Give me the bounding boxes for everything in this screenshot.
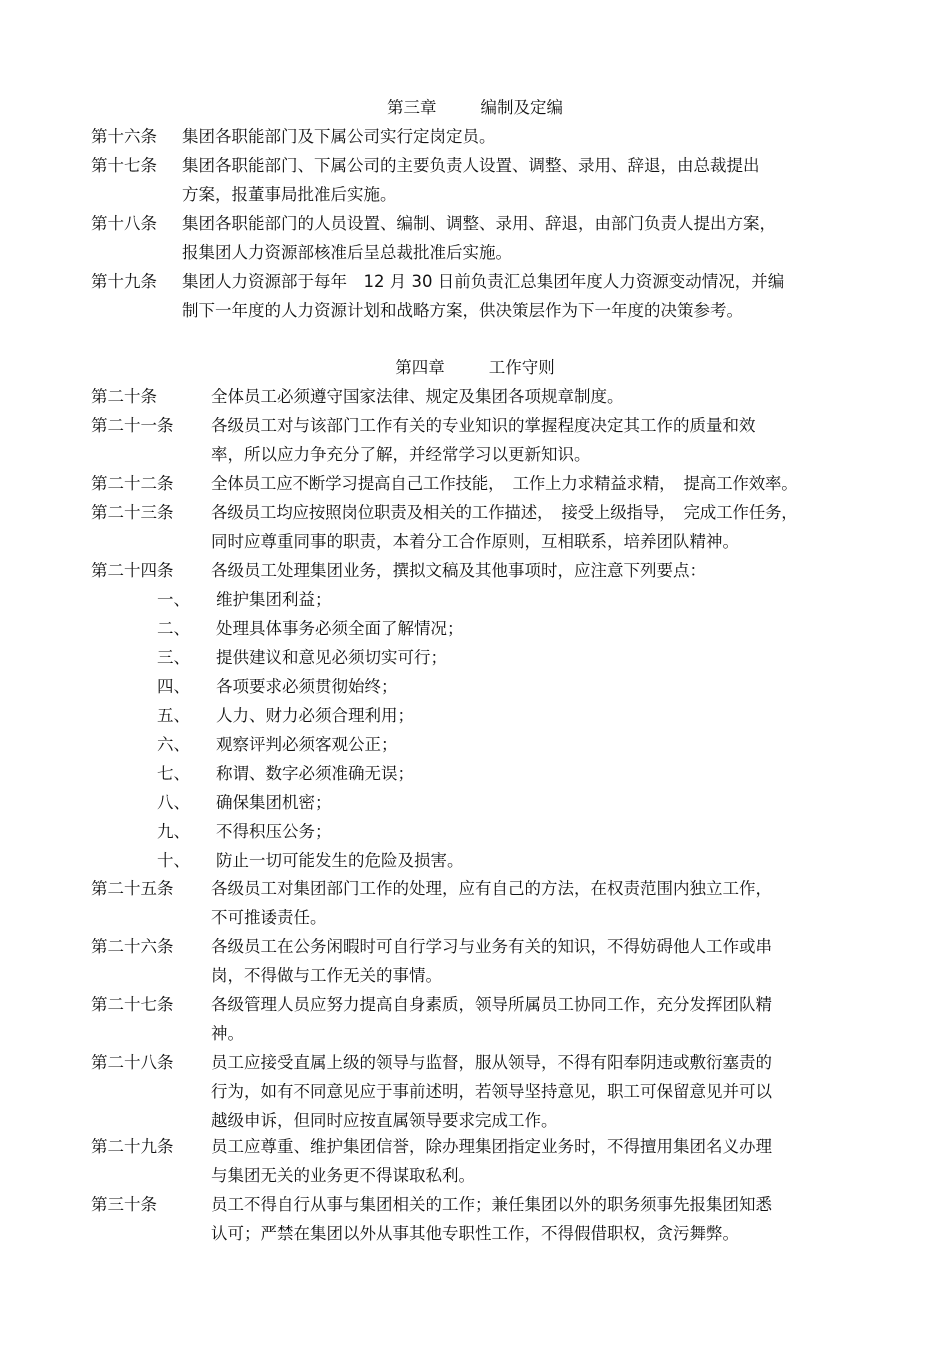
article-line: 各级员工对集团部门工作的处理，应有自己的方法，在权责范围内独立工作， [211,879,772,898]
list-item [0,820,950,844]
list-item [0,849,950,873]
list-item-number: 九、 [157,822,190,841]
article-line: 同时应尊重同事的职责，本着分工合作原则，互相联系，培养团队精神。 [211,532,739,551]
list-item-number: 五、 [157,706,190,725]
article-line: 集团各职能部门的人员设置、编制、调整、录用、辞退，由部门负责人提出方案， [182,214,776,233]
chapter-heading [0,356,950,380]
article-label: 第十八条 [91,214,157,233]
list-item-number: 一、 [157,590,190,609]
article-line: 制下一年度的人力资源计划和战略方案，供决策层作为下一年度的决策参考。 [182,301,743,320]
article-label: 第二十九条 [91,1137,174,1156]
article-line: 越级申诉，但同时应按直属领导要求完成工作。 [211,1111,558,1130]
article-line: 员工应尊重、维护集团信誉，除办理集团指定业务时，不得擅用集团名义办理 [211,1137,772,1156]
article-label: 第十九条 [91,272,157,291]
article-label: 第十六条 [91,127,157,146]
list-item-number: 六、 [157,735,190,754]
list-item [0,588,950,612]
article-line: 认可；严禁在集团以外从事其他专职性工作，不得假借职权，贪污舞弊。 [211,1224,739,1243]
list-item [0,646,950,670]
article-label: 第二十六条 [91,937,174,956]
article-line: 方案，报董事局批准后实施。 [182,185,397,204]
article-line: 不可推诿责任。 [211,908,327,927]
article-line: 集团各职能部门及下属公司实行定岗定员。 [182,127,496,146]
article-line: 员工应接受直属上级的领导与监督，服从领导，不得有阳奉阴违或敷衍塞责的 [211,1053,772,1072]
article-line: 岗，不得做与工作无关的事情。 [211,966,442,985]
article-line: 率，所以应力争充分了解，并经常学习以更新知识。 [211,445,591,464]
list-item-number: 四、 [157,677,190,696]
list-item [0,675,950,699]
article-line: 各级员工处理集团业务，撰拟文稿及其他事项时，应注意下列要点： [211,561,706,580]
list-item-text: 确保集团机密； [216,793,332,812]
list-item-text: 观察评判必须客观公正； [216,735,398,754]
list-item-text: 各项要求必须贯彻始终； [216,677,398,696]
article-line: 集团各职能部门、下属公司的主要负责人设置、调整、录用、辞退，由总裁提出 [182,156,760,175]
article-label: 第二十条 [91,387,157,406]
list-item-text: 提供建议和意见必须切实可行； [216,648,447,667]
article-label: 第二十四条 [91,561,174,580]
list-item-text: 称谓、数字必须准确无误； [216,764,414,783]
list-item-text: 处理具体事务必须全面了解情况； [216,619,464,638]
chapter-number: 第三章 [387,98,437,117]
list-item-number: 七、 [157,764,190,783]
list-item [0,762,950,786]
article-line: 员工不得自行从事与集团相关的工作；兼任集团以外的职务须事先报集团知悉 [211,1195,772,1214]
article-line: 神。 [211,1024,244,1043]
list-item-text: 人力、财力必须合理利用； [216,706,414,725]
article-label: 第二十二条 [91,474,174,493]
chapter-number: 第四章 [395,358,445,377]
article-label: 第三十条 [91,1195,157,1214]
article-label: 第十七条 [91,156,157,175]
article-label: 第二十五条 [91,879,174,898]
article-line: 全体员工必须遵守国家法律、规定及集团各项规章制度。 [211,387,624,406]
article-label: 第二十七条 [91,995,174,1014]
article-label: 第二十三条 [91,503,174,522]
article-line: 各级管理人员应努力提高自身素质，领导所属员工协同工作，充分发挥团队精 [211,995,772,1014]
article-line: 集团人力资源部于每年 12 月 30 日前负责汇总集团年度人力资源变动情况，并编 [182,272,785,291]
list-item-text: 不得积压公务； [216,822,332,841]
article-line: 报集团人力资源部核准后呈总裁批准后实施。 [182,243,512,262]
list-item-number: 三、 [157,648,190,667]
list-item-text: 防止一切可能发生的危险及损害。 [216,851,464,870]
article-line: 各级员工均应按照岗位职责及相关的工作描述， 接受上级指导， 完成工作任务， [211,503,798,522]
list-item [0,791,950,815]
list-item [0,617,950,641]
article-label: 第二十八条 [91,1053,174,1072]
article-line: 各级员工在公务闲暇时可自行学习与业务有关的知识，不得妨碍他人工作或串 [211,937,772,956]
list-item-number: 十、 [157,851,190,870]
article-line: 行为，如有不同意见应于事前述明，若领导坚持意见，职工可保留意见并可以 [211,1082,772,1101]
list-item [0,733,950,757]
article-line: 全体员工应不断学习提高自己工作技能， 工作上力求精益求精， 提高工作效率。 [211,474,798,493]
list-item [0,704,950,728]
article-line: 与集团无关的业务更不得谋取私利。 [211,1166,475,1185]
chapter-title: 工作守则 [488,358,555,377]
article-line: 各级员工对与该部门工作有关的专业知识的掌握程度决定其工作的质量和效 [211,416,756,435]
article-label: 第二十一条 [91,416,174,435]
list-item-text: 维护集团利益； [216,590,332,609]
chapter-heading [0,96,950,120]
list-item-number: 二、 [157,619,190,638]
list-item-number: 八、 [157,793,190,812]
chapter-title: 编制及定编 [480,98,563,117]
